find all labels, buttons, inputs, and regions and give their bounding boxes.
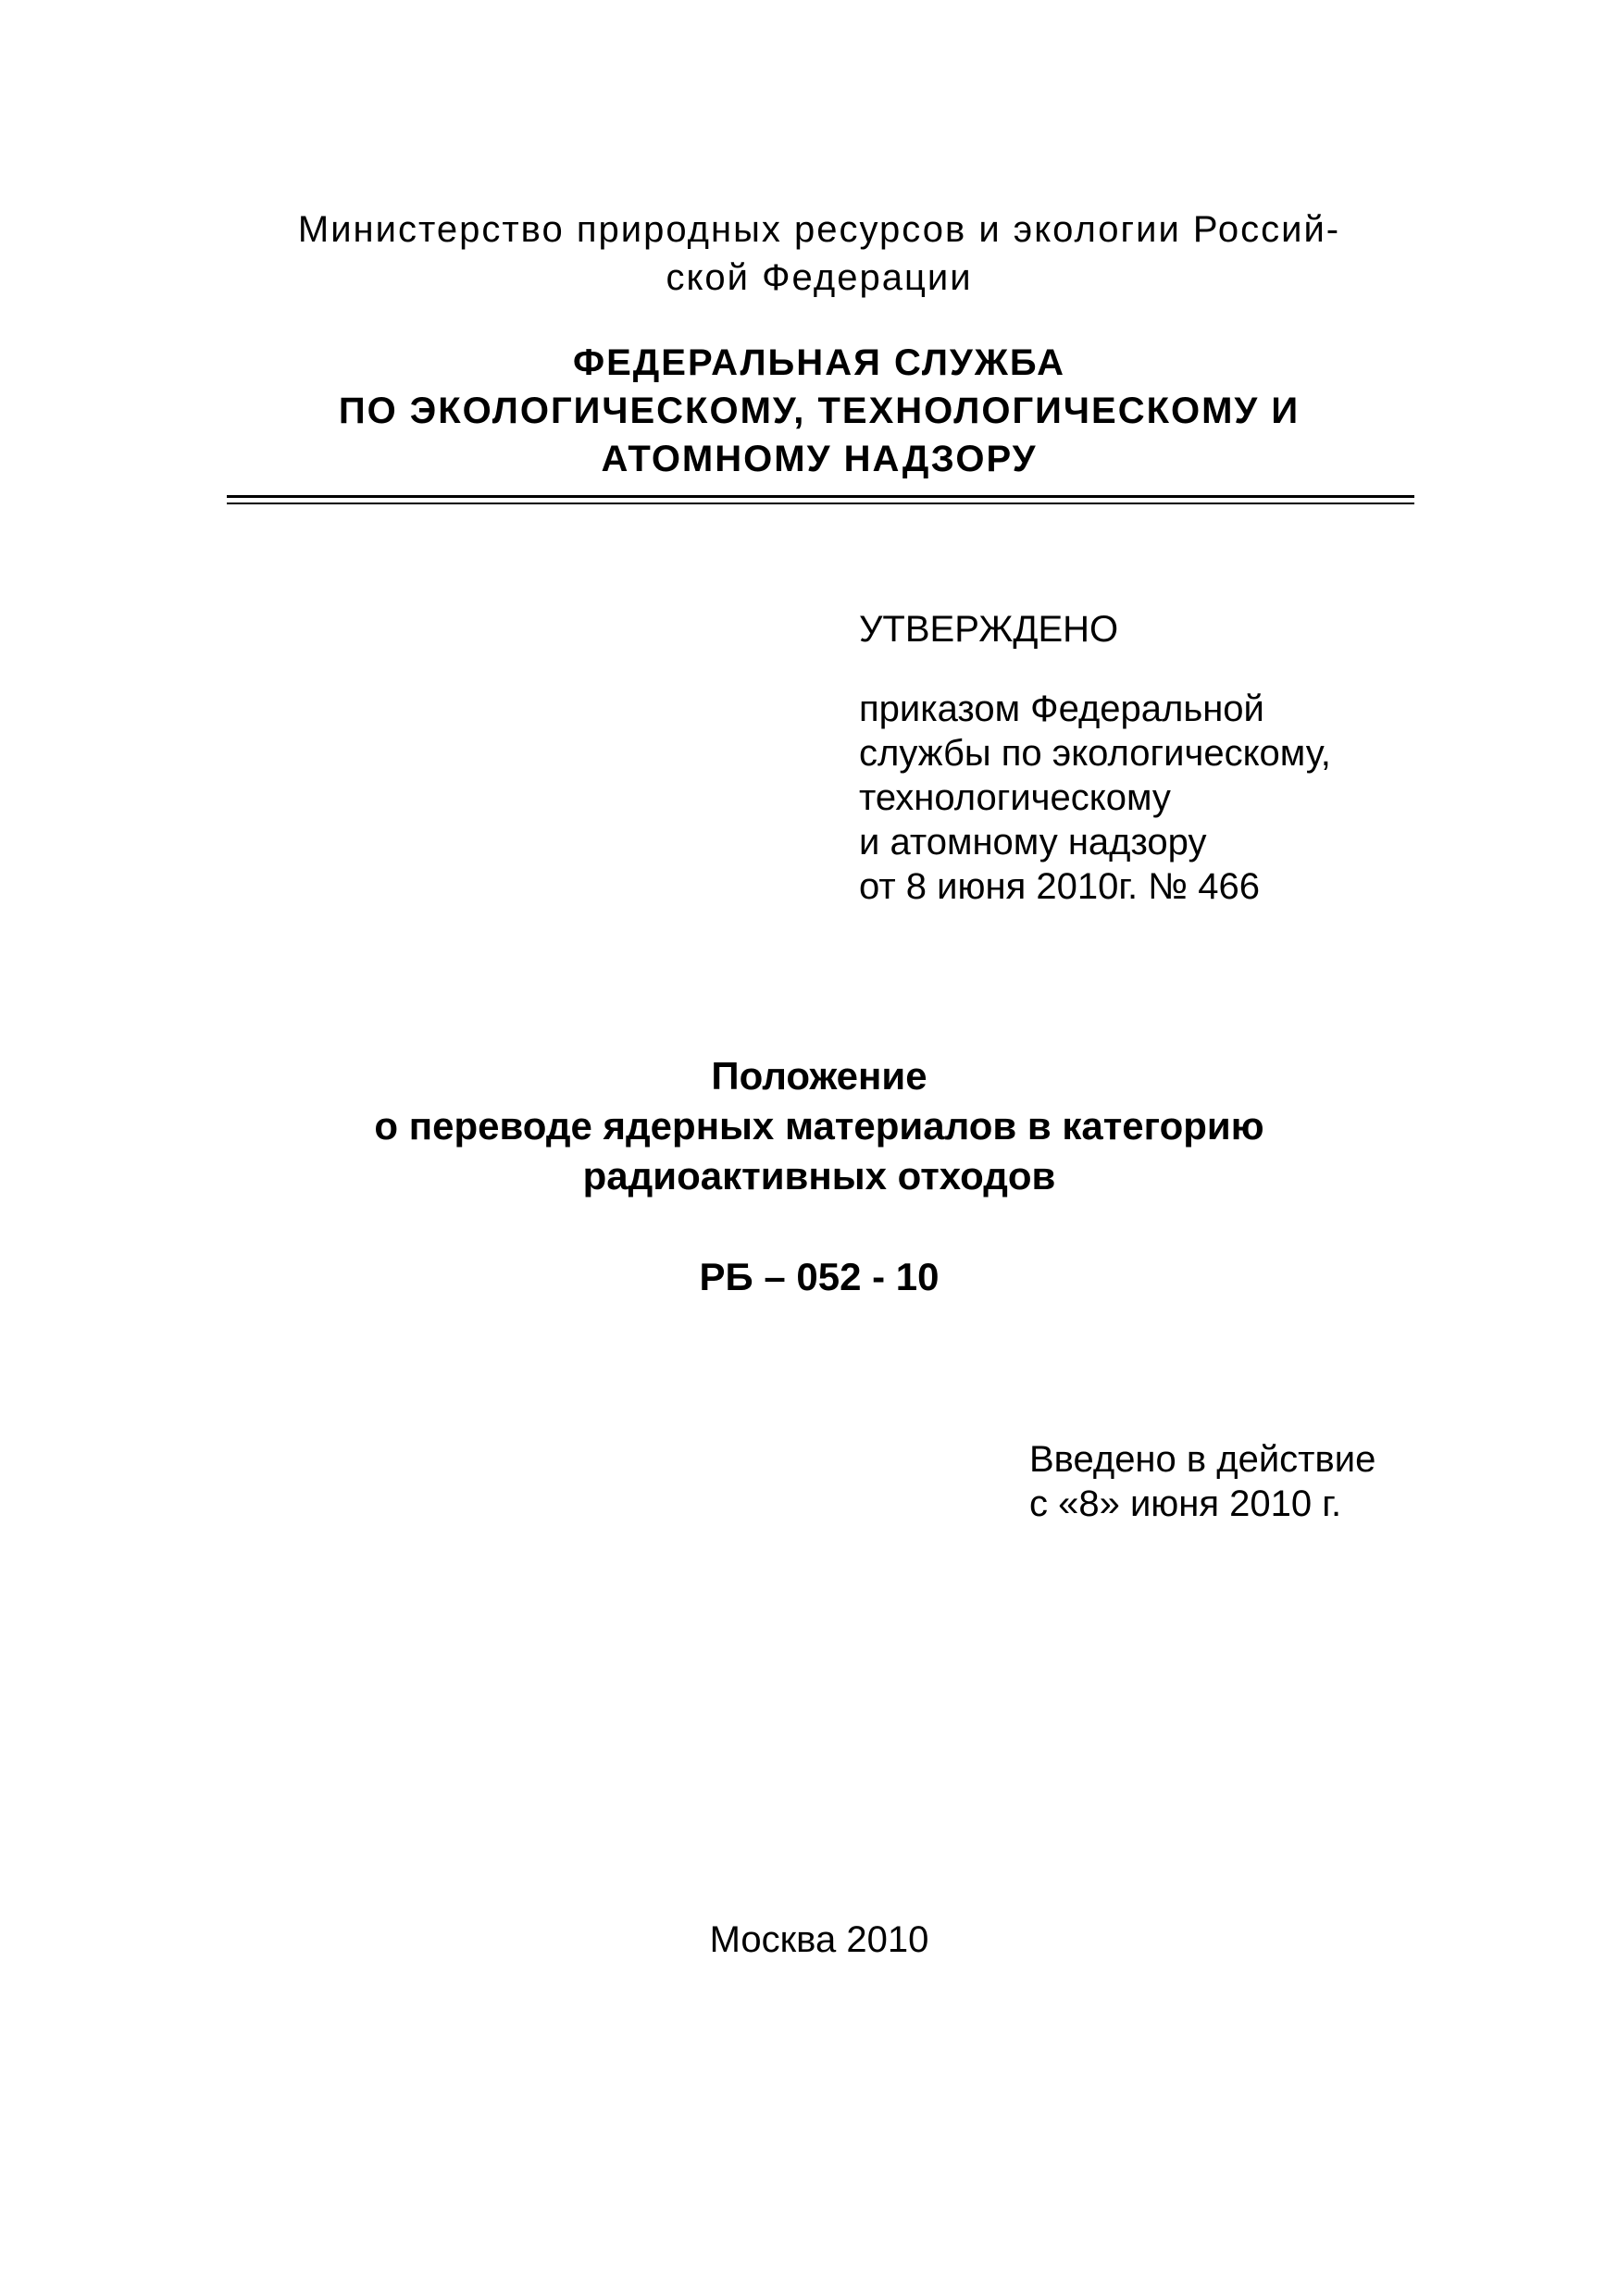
approval-block — [859, 607, 1433, 909]
approval-line: технологическому — [859, 777, 1171, 818]
header-divider-top — [227, 495, 1414, 498]
service-line: АТОМНОМУ НАДЗОРУ — [601, 439, 1038, 479]
approval-line: от 8 июня 2010г. № 466 — [859, 866, 1261, 907]
service-line: ПО ЭКОЛОГИЧЕСКОМУ, ТЕХНОЛОГИЧЕСКОМУ И — [338, 391, 1301, 431]
approval-line: и атомному надзору — [859, 822, 1207, 863]
document-title-line: радиоактивных отходов — [582, 1154, 1056, 1198]
approval-label: УТВЕРЖДЕНО — [859, 609, 1119, 650]
ministry-line: Министерство природных ресурсов и экологии Россий- — [297, 209, 1341, 250]
effective-line: Введено в действие — [1029, 1439, 1376, 1480]
approval-line: службы по экологическому, — [859, 733, 1331, 774]
document-title — [185, 1051, 1453, 1201]
ministry-line: ской Федерации — [666, 257, 973, 298]
service-name — [185, 339, 1453, 483]
header-divider-bottom — [227, 503, 1414, 504]
document-title-line: о переводе ядерных материалов в категорию — [374, 1104, 1264, 1148]
ministry-name — [185, 205, 1453, 302]
document-title-line: Положение — [711, 1054, 927, 1098]
city-year: Москва 2010 — [709, 1919, 929, 1960]
effective-line: с «8» июня 2010 г. — [1029, 1483, 1342, 1524]
approval-line: приказом Федеральной — [859, 689, 1264, 729]
service-line: ФЕДЕРАЛЬНАЯ СЛУЖБА — [572, 342, 1066, 383]
document-code: РБ – 052 - 10 — [699, 1255, 940, 1298]
effective-date-block — [1029, 1437, 1455, 1526]
